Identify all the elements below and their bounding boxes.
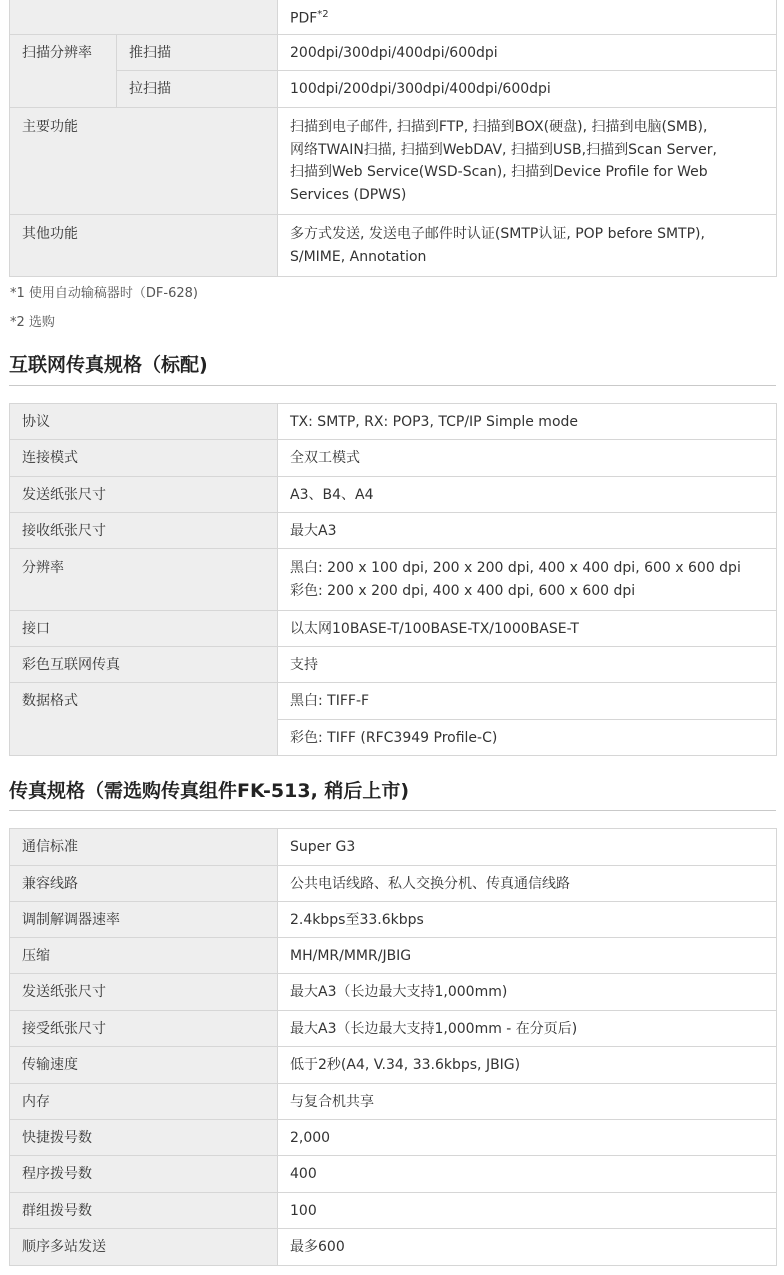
- section-title: 互联网传真规格（标配): [9, 354, 208, 376]
- row-value: 最大A3: [278, 513, 777, 549]
- table-row: [10, 1156, 777, 1193]
- scan-spec-table: [9, 0, 777, 277]
- row-label: 群组拨号数: [10, 1193, 278, 1229]
- table-row: [10, 1047, 777, 1084]
- table-row: [10, 647, 777, 683]
- row-value: 200dpi/300dpi/400dpi/600dpi: [278, 35, 777, 71]
- table-row: [10, 611, 777, 647]
- row-label: 程序拨号数: [10, 1156, 278, 1193]
- row-label: 顺序多站发送: [10, 1229, 278, 1266]
- table-row: [10, 974, 777, 1011]
- row-label: 调制解调器速率: [10, 902, 278, 938]
- table-row: [10, 938, 777, 974]
- row-label: 通信标准: [10, 829, 278, 866]
- row-label: 快捷拨号数: [10, 1120, 278, 1156]
- row-value: 彩色: TIFF (RFC3949 Profile-C): [278, 720, 777, 756]
- table-row: [10, 477, 777, 513]
- table-row: [10, 866, 777, 902]
- row-sublabel: 拉扫描: [117, 71, 278, 108]
- row-value: 与复合机共享: [278, 1084, 777, 1120]
- row-label: 内存: [10, 1084, 278, 1120]
- table-row: [10, 1193, 777, 1229]
- footnote: *1 使用自动输稿器时（DF-628): [10, 286, 198, 301]
- table-row: [10, 549, 777, 611]
- fax-table: [9, 828, 777, 1266]
- row-value: 最大A3（长边最大支持1,000mm - 在分页后): [278, 1011, 777, 1047]
- table-row: [10, 404, 777, 440]
- row-value: TX: SMTP, RX: POP3, TCP/IP Simple mode: [278, 404, 777, 440]
- row-label: 扫描分辨率: [10, 35, 117, 108]
- table-row: [10, 1084, 777, 1120]
- section-divider: [9, 385, 776, 386]
- table-row: [10, 902, 777, 938]
- table-row: [10, 108, 777, 215]
- row-label: 传输速度: [10, 1047, 278, 1084]
- section-divider: [9, 810, 776, 811]
- row-value: Super G3: [278, 829, 777, 866]
- table-row: [10, 440, 777, 477]
- row-label: 接口: [10, 611, 278, 647]
- row-label: 协议: [10, 404, 278, 440]
- row-label: 数据格式: [10, 683, 278, 756]
- row-value: 400: [278, 1156, 777, 1193]
- internet-fax-table: [9, 403, 777, 756]
- table-row: [10, 35, 777, 71]
- row-value: 2.4kbps至33.6kbps: [278, 902, 777, 938]
- table-row: [10, 71, 777, 108]
- table-row: [10, 683, 777, 720]
- table-row: [10, 1011, 777, 1047]
- row-label: 接受纸张尺寸: [10, 1011, 278, 1047]
- row-value: 最多600: [278, 1229, 777, 1266]
- row-value: 低于2秒(A4, V.34, 33.6kbps, JBIG): [278, 1047, 777, 1084]
- row-value: 多方式发送, 发送电子邮件时认证(SMTP认证, POP before SMTP), S/MIME, Annotation: [278, 215, 777, 277]
- table-row: [10, 513, 777, 549]
- row-value: A3、B4、A4: [278, 477, 777, 513]
- row-value: 以太网10BASE-T/100BASE-TX/1000BASE-T: [278, 611, 777, 647]
- row-label: 兼容线路: [10, 866, 278, 902]
- section-title: 传真规格（需选购传真组件FK-513, 稍后上市): [9, 780, 410, 802]
- row-label: 彩色互联网传真: [10, 647, 278, 683]
- row-label: 分辨率: [10, 549, 278, 611]
- row-value: 扫描到电子邮件, 扫描到FTP, 扫描到BOX(硬盘), 扫描到电脑(SMB), 网络TWAIN扫描, 扫描到WebDAV, 扫描到USB,扫描到Scan Server, 扫描到Web Service(WSD-Scan), 扫描到Device Profile for Web Services (DPWS): [278, 108, 777, 215]
- row-label: 其他功能: [10, 215, 278, 277]
- table-row: [10, 215, 777, 277]
- row-value: PDF$^{*2}$: [278, 0, 777, 35]
- row-value: 100: [278, 1193, 777, 1229]
- table-row: [10, 829, 777, 866]
- row-value: MH/MR/MMR/JBIG: [278, 938, 777, 974]
- row-label: 连接模式: [10, 440, 278, 477]
- row-label: 发送纸张尺寸: [10, 974, 278, 1011]
- table-row: [10, 0, 777, 35]
- row-value: 公共电话线路、私人交换分机、传真通信线路: [278, 866, 777, 902]
- row-value: 2,000: [278, 1120, 777, 1156]
- row-sublabel: 推扫描: [117, 35, 278, 71]
- row-label: 接收纸张尺寸: [10, 513, 278, 549]
- row-value: 全双工模式: [278, 440, 777, 477]
- row-value: 支持: [278, 647, 777, 683]
- row-label: 压缩: [10, 938, 278, 974]
- row-value: 最大A3（长边最大支持1,000mm): [278, 974, 777, 1011]
- row-value: 100dpi/200dpi/300dpi/400dpi/600dpi: [278, 71, 777, 108]
- row-label: [10, 0, 278, 35]
- row-label: 主要功能: [10, 108, 278, 215]
- table-row: [10, 1229, 777, 1266]
- row-label: 发送纸张尺寸: [10, 477, 278, 513]
- table-row: [10, 1120, 777, 1156]
- footnote: *2 选购: [10, 315, 55, 330]
- row-value: 黑白: 200 x 100 dpi, 200 x 200 dpi, 400 x 400 dpi, 600 x 600 dpi 彩色: 200 x 200 dpi, 400 x 400 dpi, 600 x 600 dpi: [278, 549, 777, 611]
- row-value: 黑白: TIFF-F: [278, 683, 777, 720]
